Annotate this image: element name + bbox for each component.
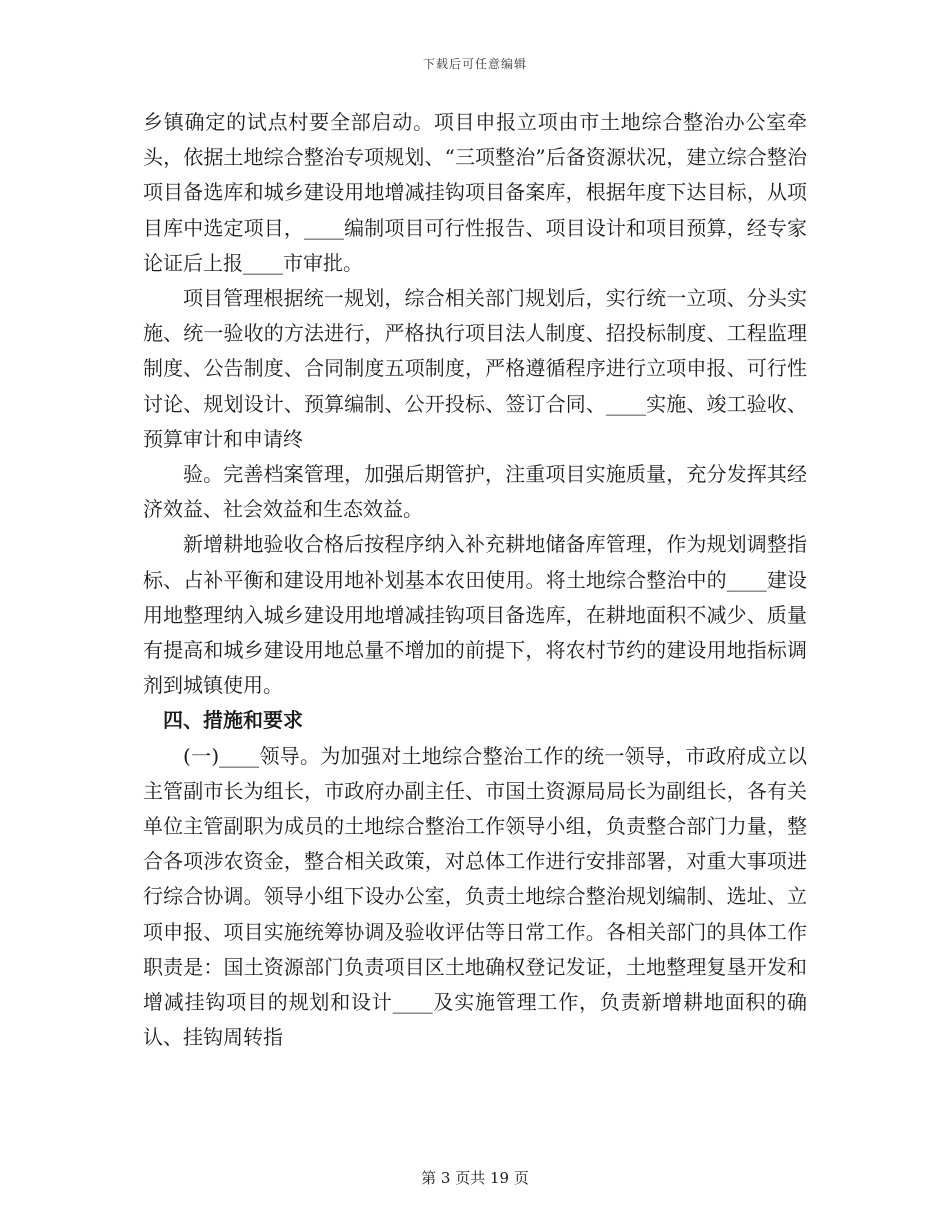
page-number: 第 3 页共 19 页 — [421, 1169, 529, 1187]
paragraph-4: 新增耕地验收合格后按程序纳入补充耕地储备库管理，作为规划调整指标、占补平衡和建设用地补划基本农田使用。将土地综合整治中的____建设用地整理纳入城乡建设用地增减挂钩项目备选库，在耕地面积不减少、质量有提高和城乡建设用地总量不增加的前提下，将农村节约的建设用地指标调剂到城镇使用。 — [143, 532, 807, 698]
paragraph-5: (一)____领导。为加强对土地综合整治工作的统一领导，市政府成立以主管副市长为组长，市政府办副主任、市国土资源局局长为副组长，各有关单位主管副职为成员的土地综合整治工作领导小组，负责整合部门力量，整合各项涉农资金，整合相关政策，对总体工作进行安排部署，对重大事项进行综合协调。领导小组下设办公室，负责土地综合整治规划编制、选址、立项申报、项目实施统筹协调及验收评估等日常工作。各相关部门的具体工作职责是：国土资源部门负责项目区土地确权登记发证，土地整理复垦开发和增减挂钩项目的规划和设计____及实施管理工作，负责新增耕地面积的确认、挂钩周转指 — [143, 743, 807, 1050]
page-header: 下载后可任意编辑 — [422, 57, 527, 71]
document-body — [143, 105, 807, 1055]
section-heading: 四、措施和要求 — [163, 708, 303, 733]
paragraph-1: 乡镇确定的试点村要全部启动。项目申报立项由市土地综合整治办公室牵头，依据土地综合整治专项规划、“三项整治”后备资源状况，建立综合整治项目备选库和城乡建设用地增减挂钩项目备案库，根据年度下达目标，从项目库中选定项目，____编制项目可行性报告、项目设计和项目预算，经专家论证后上报____市审批。 — [143, 110, 807, 275]
paragraph-2: 项目管理根据统一规划，综合相关部门规划后，实行统一立项、分头实施、统一验收的方法进行，严格执行项目法人制度、招投标制度、工程监理制度、公告制度、合同制度五项制度，严格遵循程序进行立项申报、可行性讨论、规划设计、预算编制、公开投标、签订合同、____实施、竣工验收、预算审计和申请终 — [143, 286, 807, 451]
paragraph-3: 验。完善档案管理，加强后期管护，注重项目实施质量，充分发挥其经济效益、社会效益和生态效益。 — [143, 462, 807, 522]
